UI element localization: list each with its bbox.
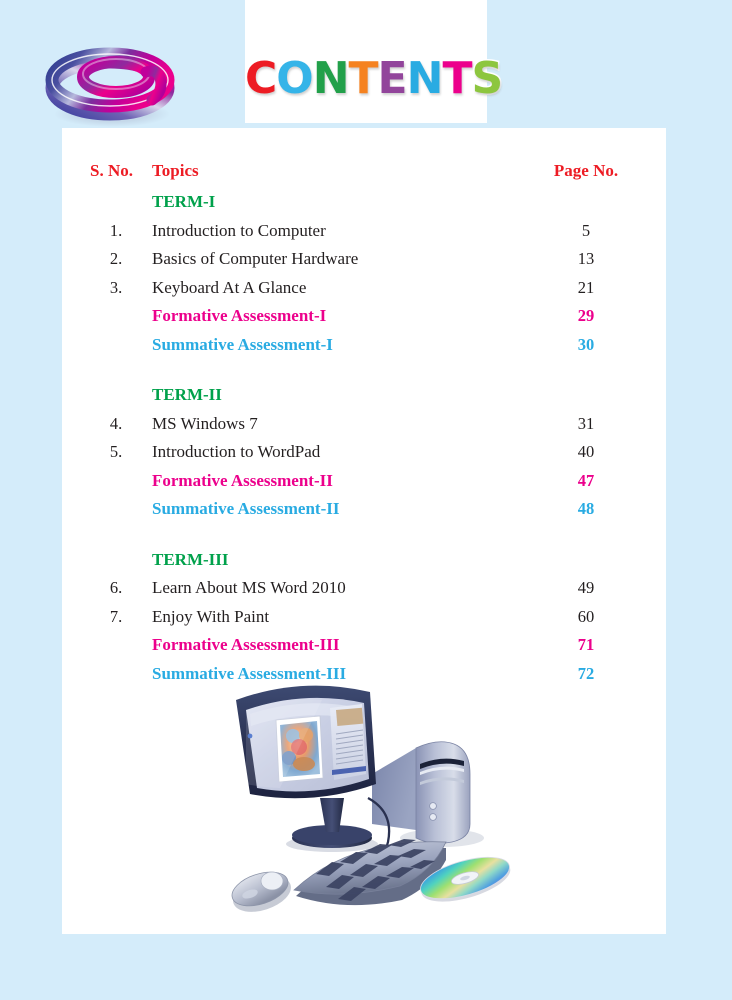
- cell-page-number: 49: [577, 578, 595, 597]
- title-letter-4: E: [377, 53, 407, 104]
- table-of-contents: [90, 154, 642, 688]
- table-row[interactable]: [90, 603, 642, 632]
- table-header-row: [90, 154, 642, 188]
- table-row[interactable]: [90, 495, 642, 524]
- table-row[interactable]: [90, 574, 642, 603]
- tower-pc: [372, 742, 470, 844]
- table-row[interactable]: [90, 274, 642, 303]
- table-row[interactable]: [90, 188, 642, 217]
- cell-page-number: 21: [577, 277, 595, 297]
- cell-serial-number: 4.: [109, 413, 123, 433]
- header-serial-number: S. No.: [90, 161, 133, 180]
- cell-topic: Summative Assessment-II: [152, 499, 340, 518]
- table-row[interactable]: [90, 438, 642, 467]
- table-row[interactable]: [90, 381, 642, 410]
- cell-topic: Learn About MS Word 2010: [152, 578, 346, 597]
- cell-topic: TERM-II: [152, 385, 222, 404]
- mouse: [228, 866, 296, 919]
- table-row[interactable]: [90, 410, 642, 439]
- cell-serial-number: 1.: [109, 220, 123, 240]
- cell-topic: Basics of Computer Hardware: [152, 249, 359, 268]
- cell-serial-number: 7.: [109, 606, 123, 626]
- content-panel: [62, 128, 666, 934]
- page-title: [245, 53, 503, 104]
- desktop-computer-illustration: [220, 678, 530, 928]
- cell-serial-number: 3.: [109, 277, 123, 297]
- table-row[interactable]: [90, 302, 642, 331]
- cell-serial-number: 6.: [109, 578, 123, 597]
- cell-page-number: 72: [577, 663, 595, 683]
- cell-topic: Introduction to WordPad: [152, 442, 321, 461]
- title-letter-7: S: [471, 53, 503, 104]
- cell-page-number: 40: [577, 442, 595, 461]
- title-letter-3: T: [348, 53, 378, 104]
- cell-topic: Summative Assessment-III: [152, 663, 347, 683]
- cell-topic: Keyboard At A Glance: [152, 277, 307, 297]
- cell-page-number: 29: [577, 306, 595, 325]
- cell-page-number: 30: [577, 334, 595, 354]
- cell-page-number: 71: [577, 635, 595, 654]
- title-letter-1: O: [276, 53, 313, 104]
- at-symbol-spiral-svg: [34, 32, 194, 132]
- cell-page-number: 5: [581, 220, 591, 240]
- title-letter-0: C: [245, 53, 277, 104]
- cell-topic: Enjoy With Paint: [152, 606, 270, 626]
- cell-page-number: 48: [577, 499, 595, 518]
- header-page-number: Page No.: [553, 161, 619, 180]
- cell-topic: TERM-III: [152, 549, 229, 569]
- row-spacer: [90, 359, 642, 381]
- title-letter-6: T: [442, 53, 472, 104]
- cell-page-number: 60: [577, 606, 595, 626]
- cell-topic: Formative Assessment-III: [152, 635, 340, 654]
- title-letter-5: N: [406, 53, 443, 104]
- row-spacer: [90, 524, 642, 546]
- table-row[interactable]: [90, 217, 642, 246]
- cell-page-number: 13: [577, 249, 595, 268]
- contents-title-card: [245, 0, 503, 123]
- header-topics: Topics: [152, 161, 199, 180]
- lcd-monitor: [236, 686, 376, 848]
- cell-page-number: 47: [577, 470, 595, 490]
- cell-serial-number: 5.: [109, 442, 123, 461]
- table-row[interactable]: [90, 245, 642, 274]
- at-symbol-spiral-logo: [34, 32, 194, 132]
- cell-topic: Formative Assessment-II: [152, 470, 333, 490]
- cell-page-number: 31: [577, 413, 595, 433]
- table-row[interactable]: [90, 467, 642, 496]
- cell-serial-number: 2.: [109, 249, 123, 268]
- table-body: [90, 188, 642, 688]
- cell-topic: Summative Assessment-I: [152, 334, 333, 354]
- table-row[interactable]: [90, 631, 642, 660]
- table-row[interactable]: [90, 546, 642, 575]
- cell-topic: MS Windows 7: [152, 413, 258, 433]
- cell-topic: TERM-I: [152, 192, 216, 211]
- table-row[interactable]: [90, 331, 642, 360]
- cell-topic: Formative Assessment-I: [152, 306, 327, 325]
- title-letter-2: N: [312, 53, 349, 104]
- computer-illustration-svg: [220, 678, 530, 928]
- cell-topic: Introduction to Computer: [152, 220, 326, 240]
